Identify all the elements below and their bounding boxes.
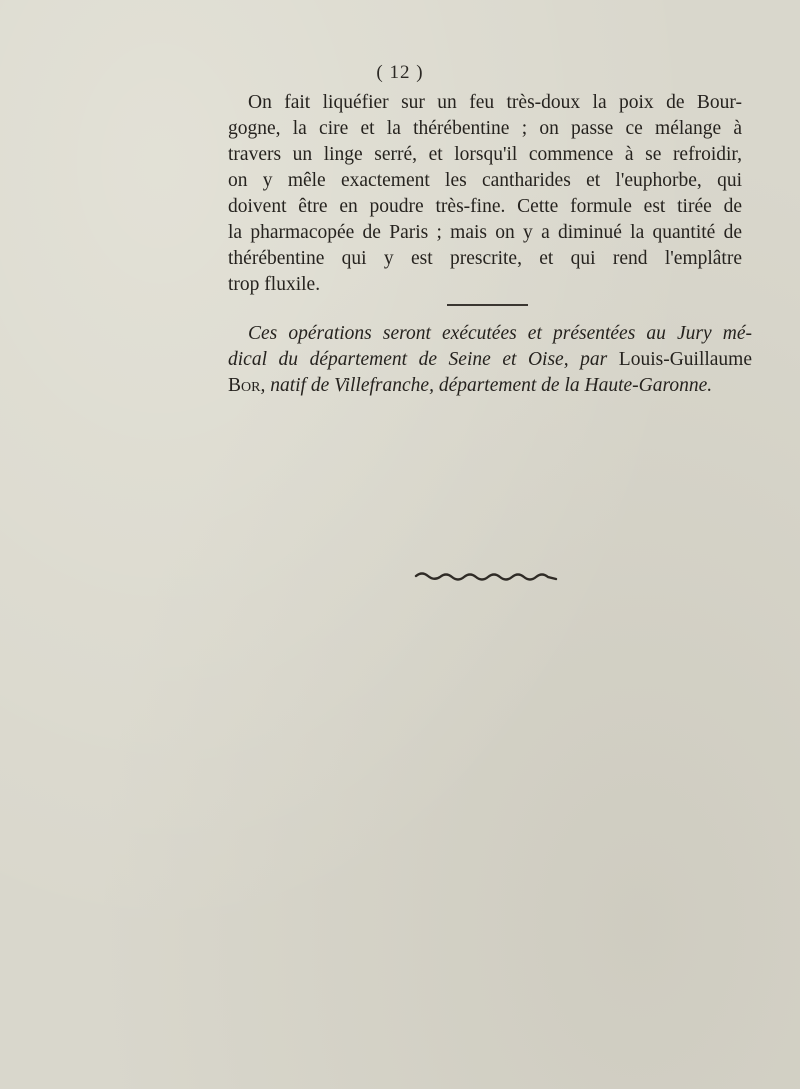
- author-surname: Bor: [228, 375, 261, 396]
- author-name: Louis-Guillaume: [618, 349, 753, 370]
- credit-text: Ces opérations seront exécutées et présentées au Jury mé-: [248, 323, 752, 344]
- credit-line: [228, 347, 752, 373]
- credit-statement: [228, 321, 752, 399]
- wavy-ornament-icon: [414, 570, 558, 584]
- paragraph-line: On fait liquéfier sur un feu très-doux la poix de Bour-: [248, 92, 742, 113]
- credit-line: [228, 321, 752, 347]
- paragraph-line: doivent être en poudre très-fine. Cette formule est tirée de: [228, 196, 742, 217]
- paragraph-line: on y mêle exactement les cantharides et l'euphorbe, qui: [228, 170, 742, 191]
- credit-line: [228, 373, 752, 399]
- recipe-paragraph: [228, 90, 742, 298]
- paragraph-line: thérébentine qui y est prescrite, et qui rend l'emplâtre: [228, 248, 742, 269]
- paragraph-line: travers un linge serré, et lorsqu'il commence à se refroidir,: [228, 144, 742, 165]
- paragraph-line: gogne, la cire et la thérébentine ; on passe ce mélange à: [228, 118, 742, 139]
- page-number: ( 12 ): [376, 62, 424, 83]
- credit-text: dical du département de Seine et Oise, par: [228, 349, 608, 370]
- paragraph-line: trop fluxile.: [228, 274, 321, 295]
- paragraph-line: la pharmacopée de Paris ; mais on y a diminué la quantité de: [228, 222, 742, 243]
- credit-text: , natif de Villefranche, département de la Haute-Garonne.: [260, 375, 713, 396]
- section-divider: [447, 304, 528, 306]
